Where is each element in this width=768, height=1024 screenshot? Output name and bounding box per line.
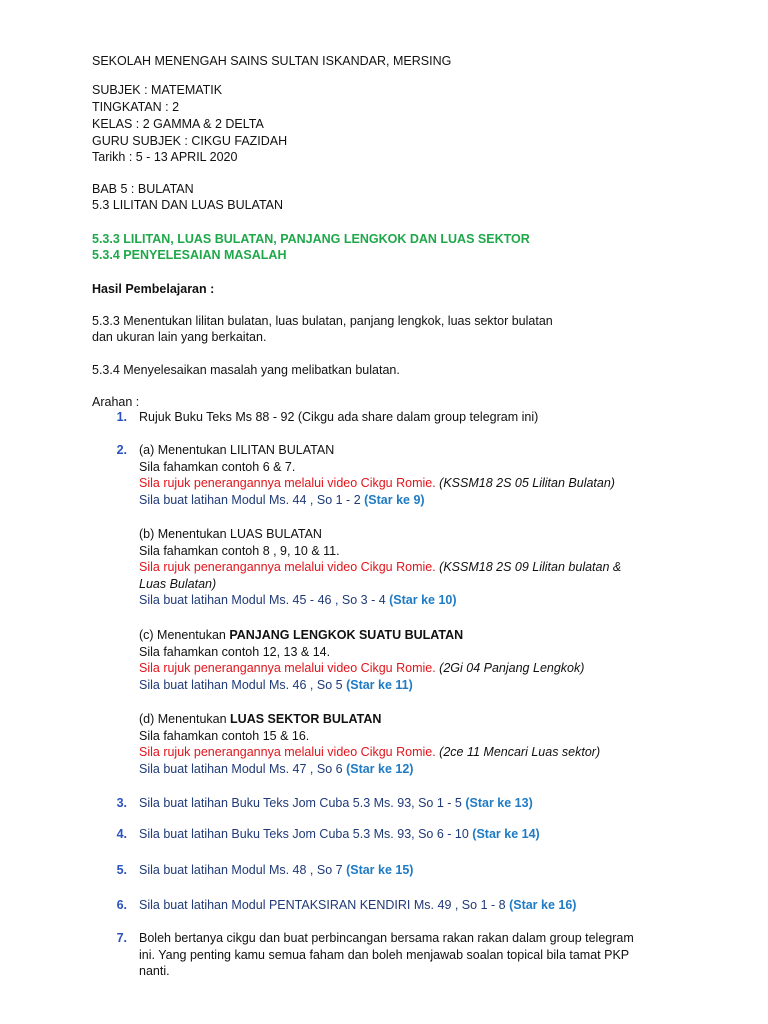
item-2a-star: (Star ke 9) — [364, 492, 425, 507]
item-4-text: Sila buat latihan Buku Teks Jom Cuba 5.3 Ms. 93, So 6 - 10 — [139, 827, 473, 841]
item-2a-video-title: (KSSM18 2S 05 Lilitan Bulatan) — [435, 476, 615, 491]
item-2d-exercise: Sila buat latihan Modul Ms. 47 , So 6 — [139, 761, 347, 776]
school-name: SEKOLAH MENENGAH SAINS SULTAN ISKANDAR, MERSING — [92, 54, 452, 68]
item-2b-video: Sila rujuk penerangannya melalui video Cikgu Romie. — [139, 560, 436, 575]
item-2b-exercise: Sila buat latihan Modul Ms. 45 - 46 , So 3 - 4 — [139, 593, 390, 608]
item-1-text: Rujuk Buku Teks Ms 88 - 92 (Cikgu ada share dalam group telegram ini) — [139, 410, 539, 424]
chapter-subtopic: 5.3 LILITAN DAN LUAS BULATAN — [92, 198, 284, 212]
item-2d-label: (d) Menentukan — [139, 712, 231, 726]
item-7-line-1: Boleh bertanya cikgu dan buat perbincangan bersama rakan rakan dalam group telegram — [139, 931, 634, 945]
item-2c-label: (c) Menentukan — [139, 628, 230, 642]
item-number-2: 2. — [116, 443, 127, 457]
item-2c-label-line — [139, 627, 584, 644]
item-2b-label: (b) Menentukan LUAS BULATAN — [139, 527, 322, 541]
teacher-line: GURU SUBJEK : CIKGU FAZIDAH — [92, 134, 288, 148]
item-2a-video: Sila rujuk penerangannya melalui video Cikgu Romie. — [139, 476, 436, 491]
item-2a-exercise-line — [139, 492, 615, 509]
item-2d-video-line — [139, 744, 600, 761]
item-7-line-2: ini. Yang penting kamu semua faham dan boleh menjawab soalan topical bila tamat PKP — [139, 947, 630, 962]
item-2c-star: (Star ke 11) — [346, 677, 413, 692]
outcome-1-line-2: dan ukuran lain yang berkaitan. — [92, 330, 267, 344]
outcome-2: 5.3.4 Menyelesaikan masalah yang melibatkan bulatan. — [92, 363, 400, 377]
item-4-star: (Star ke 14) — [472, 827, 540, 841]
standard-5-3-3: 5.3.3 LILITAN, LUAS BULATAN, PANJANG LENGKOK DAN LUAS SEKTOR — [92, 232, 530, 246]
class-line: KELAS : 2 GAMMA & 2 DELTA — [92, 117, 264, 131]
item-2c-video: Sila rujuk penerangannya melalui video Cikgu Romie. — [139, 661, 436, 676]
item-2c-exercise-line — [139, 677, 584, 694]
item-2a-label: (a) Menentukan LILITAN BULATAN — [139, 443, 335, 457]
item-2b-exercise-line — [139, 592, 621, 609]
item-6-line — [139, 897, 576, 913]
item-2d-label-bold: LUAS SEKTOR BULATAN — [230, 712, 382, 726]
chapter-title: BAB 5 : BULATAN — [92, 182, 194, 196]
item-2b-video-title-cont: Luas Bulatan) — [139, 576, 217, 591]
item-6-text: Sila buat latihan Modul PENTAKSIRAN KENDIRI Ms. 49 , So 1 - 8 — [139, 898, 510, 912]
learning-outcomes-heading: Hasil Pembelajaran : — [92, 282, 215, 296]
subject-line: SUBJEK : MATEMATIK — [92, 83, 223, 97]
form-line: TINGKATAN : 2 — [92, 100, 180, 114]
item-number-4: 4. — [116, 827, 127, 841]
item-2c-block — [139, 627, 584, 693]
item-3-line — [139, 795, 533, 811]
date-line: Tarikh : 5 - 13 APRIL 2020 — [92, 150, 238, 164]
item-2d-example: Sila fahamkan contoh 15 & 16. — [139, 728, 310, 743]
item-3-text: Sila buat latihan Buku Teks Jom Cuba 5.3 Ms. 93, So 1 - 5 — [139, 796, 466, 810]
item-3-star: (Star ke 13) — [465, 796, 533, 810]
item-number-1: 1. — [116, 410, 127, 424]
item-2b-video-title: (KSSM18 2S 09 Lilitan bulatan & — [435, 560, 622, 575]
item-2d-exercise-line — [139, 761, 600, 778]
item-2b-star: (Star ke 10) — [389, 593, 457, 608]
item-number-3: 3. — [116, 796, 127, 810]
item-2b-block — [139, 526, 621, 609]
item-2a-block — [139, 442, 615, 508]
item-2d-star: (Star ke 12) — [346, 761, 414, 776]
item-2c-exercise: Sila buat latihan Modul Ms. 46 , So 5 — [139, 677, 347, 692]
outcome-1-line-1: 5.3.3 Menentukan lilitan bulatan, luas bulatan, panjang lengkok, luas sektor bulatan — [92, 314, 553, 328]
item-2c-video-title: (2Gi 04 Panjang Lengkok) — [435, 661, 585, 676]
item-2b-example: Sila fahamkan contoh 8 , 9, 10 & 11. — [139, 543, 340, 558]
item-2d-label-line — [139, 711, 600, 728]
item-2d-video-title: (2ce 11 Mencari Luas sektor) — [435, 745, 601, 760]
item-number-7: 7. — [116, 931, 127, 945]
item-2d-video: Sila rujuk penerangannya melalui video Cikgu Romie. — [139, 745, 436, 760]
item-2c-example: Sila fahamkan contoh 12, 13 & 14. — [139, 644, 331, 659]
item-2a-example: Sila fahamkan contoh 6 & 7. — [139, 459, 296, 474]
item-7-block — [139, 930, 634, 980]
item-5-star: (Star ke 15) — [346, 863, 414, 877]
item-2a-exercise: Sila buat latihan Modul Ms. 44 , So 1 - 2 — [139, 492, 365, 507]
standard-5-3-4: 5.3.4 PENYELESAIAN MASALAH — [92, 248, 287, 262]
item-5-line — [139, 862, 413, 878]
item-2b-video-line — [139, 559, 621, 576]
item-2d-block — [139, 711, 600, 777]
item-2a-video-line — [139, 475, 615, 492]
item-7-line-3: nanti. — [139, 964, 170, 979]
item-2c-video-line — [139, 660, 584, 677]
item-2c-label-bold: PANJANG LENGKOK SUATU BULATAN — [229, 628, 464, 642]
item-number-5: 5. — [116, 863, 127, 877]
item-6-star: (Star ke 16) — [509, 898, 577, 912]
item-5-text: Sila buat latihan Modul Ms. 48 , So 7 — [139, 863, 347, 877]
instructions-heading: Arahan : — [92, 395, 140, 409]
item-number-6: 6. — [116, 898, 127, 912]
item-4-line — [139, 826, 540, 842]
